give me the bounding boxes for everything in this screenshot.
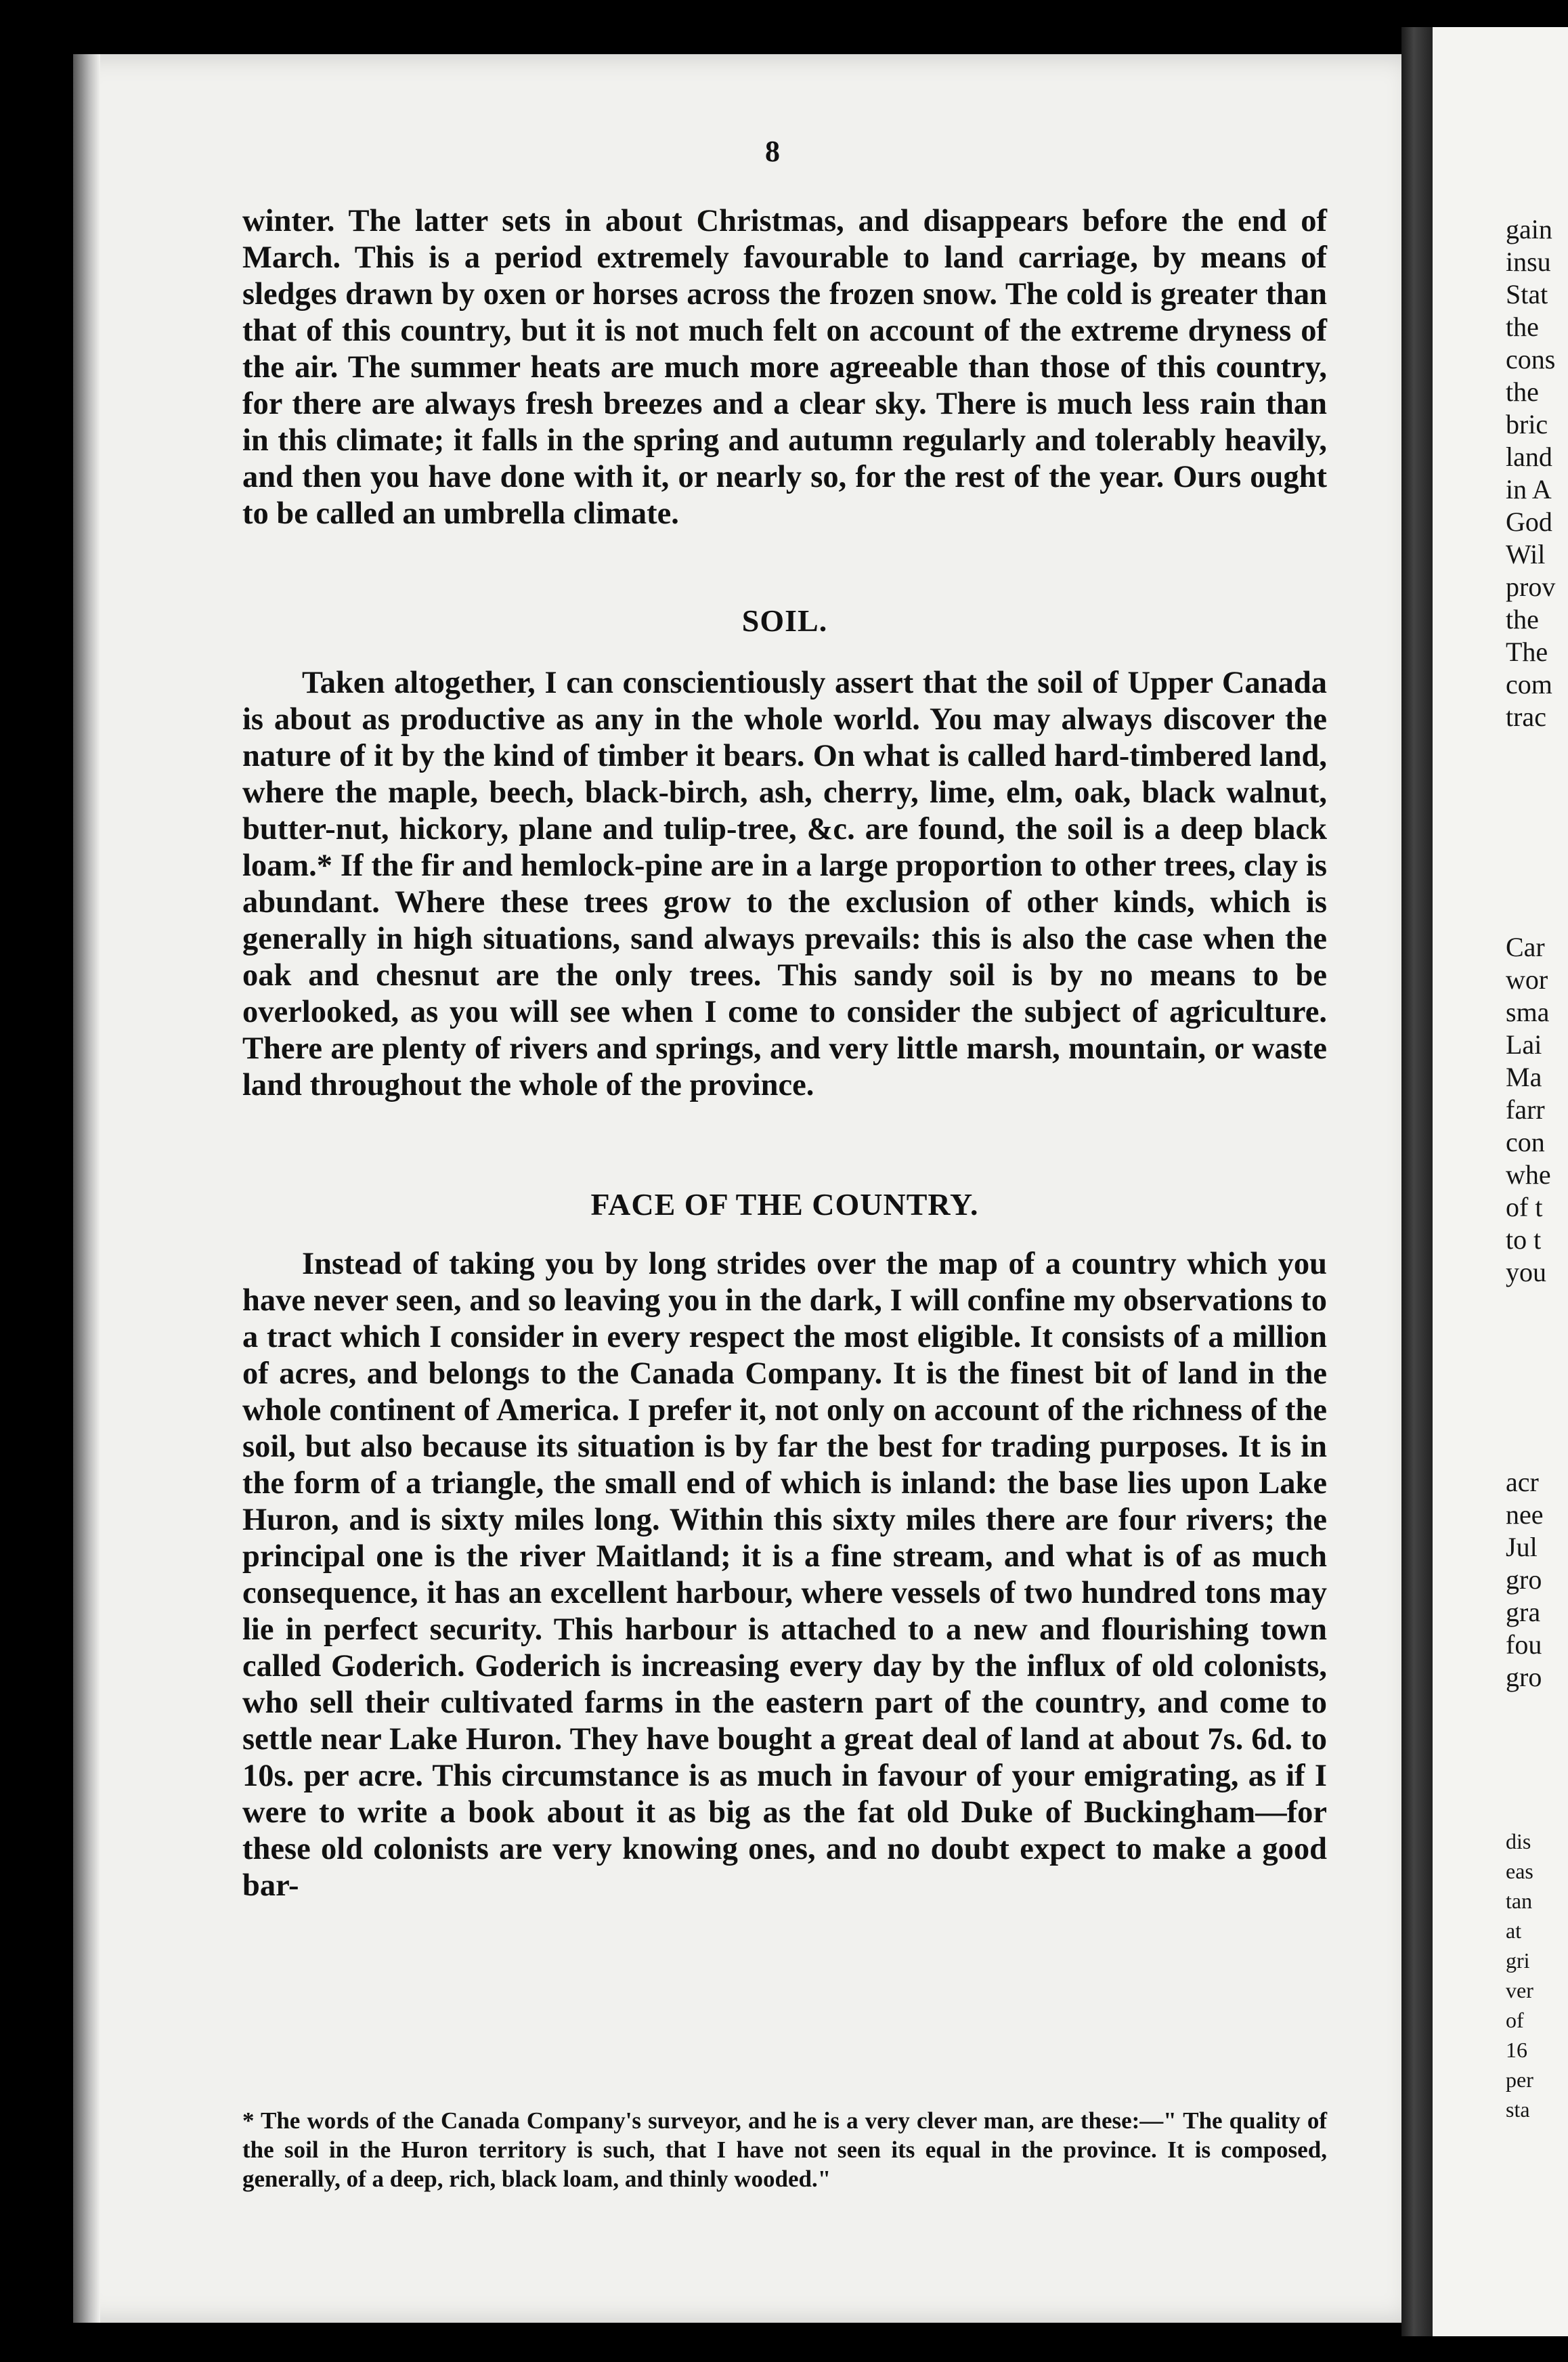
facing-page-line: of t: [1506, 1192, 1543, 1222]
facing-page-line: trac: [1506, 702, 1546, 732]
facing-page-line: Car: [1506, 932, 1545, 962]
facing-page-line: con: [1506, 1127, 1545, 1157]
soil-text: Taken altogether, I can conscientiously assert that the soil of Upper Canada is about as productive as any in the whole world. You may always discover the nature of it by the kind of timber it bears. On what is called hard-timbered land, where the maple, beech, black-birch, ash, cherry, lime, elm, oak, black walnut, butter-nut, hickory, plane and tulip-tree, &c. are found, the soil is a deep black loam.* If the fir and hemlock-pine are in a large proportion to other trees, clay is abundant. Where these trees grow to the exclusion of other kinds, which is generally in high situations, sand always prevails: this is also the case when the oak and chesnut are the only trees. This sandy soil is by no means to be overlooked, as you will see when I come to consider the subject of agriculture. There are plenty of rivers and springs, and very little marsh, mountain, or waste land throughout the whole of the province.: [242, 666, 1327, 1102]
facing-page-line: wor: [1506, 964, 1548, 995]
facing-page-line: the: [1506, 377, 1539, 407]
facing-page-line: dis: [1506, 1829, 1531, 1853]
facing-page-line: fou: [1506, 1629, 1542, 1660]
facing-page-fragment: [1433, 27, 1568, 2336]
facing-page-line: eas: [1506, 1859, 1533, 1883]
facing-page-line: sta: [1506, 2097, 1530, 2122]
intro-paragraph: [242, 203, 1327, 532]
facing-page-line: Ma: [1506, 1062, 1542, 1092]
facing-page-line: The: [1506, 637, 1548, 667]
facing-page-line: Jul: [1506, 1532, 1538, 1562]
facing-page-line: gro: [1506, 1564, 1542, 1595]
page-edge-shadow: [73, 54, 100, 2323]
facing-page-line: gra: [1506, 1597, 1541, 1627]
facing-page-line: gri: [1506, 1948, 1530, 1973]
facing-page-line: sma: [1506, 997, 1550, 1027]
facing-page-line: ver: [1506, 1978, 1533, 2002]
facing-page-line: 16: [1506, 2038, 1527, 2062]
facing-page-line: the: [1506, 604, 1539, 635]
facing-page-line: per: [1506, 2067, 1533, 2092]
facing-page-line: gro: [1506, 1662, 1542, 1692]
facing-page-line: com: [1506, 669, 1552, 700]
facing-page-line: Wil: [1506, 539, 1546, 570]
facing-page-line: gain: [1506, 214, 1552, 244]
footnote: * The words of the Canada Company's surveyor, and he is a very clever man, are these:—" The quality of the soil in the Huron territory is such, that I have not seen its equal in the province. It is composed, generally, of a deep, rich, black loam, and thinly wooded.": [242, 2107, 1327, 2192]
facing-page-line: nee: [1506, 1499, 1544, 1530]
facing-page-line: God: [1506, 507, 1552, 537]
intro-text: winter. The latter sets in about Christmas, and disappears before the end of March. This is a period extremely favourable to land carriage, by means of sledges drawn by oxen or horses across the frozen snow. The cold is greater than that of this country, but it is not much felt on account of the extreme dryness of the air. The summer heats are much more agreeable than those of this country, for there are always fresh breezes and a clear sky. There is much less rain than in this climate; it falls in the spring and autumn regularly and tolerably heavily, and then you have done with it, or nearly so, for the rest of the year. Ours ought to be called an umbrella climate.: [242, 204, 1327, 531]
facing-page-line: you: [1506, 1257, 1546, 1287]
facing-page-line: farr: [1506, 1094, 1545, 1125]
facing-page-line: of: [1506, 2008, 1524, 2032]
facing-page-line: the: [1506, 312, 1539, 342]
page-number: 8: [765, 135, 780, 168]
facing-page-line: bric: [1506, 409, 1548, 439]
heading-face-of-country: FACE OF THE COUNTRY.: [590, 1187, 979, 1222]
facing-page-line: prov: [1506, 572, 1556, 602]
facing-page-line: insu: [1506, 246, 1551, 277]
facing-page-line: in A: [1506, 474, 1552, 504]
book-gutter: [1401, 27, 1433, 2336]
facing-page-line: whe: [1506, 1159, 1551, 1190]
facing-page-line: tan: [1506, 1889, 1533, 1913]
facing-page-line: land: [1506, 442, 1552, 472]
soil-paragraph: [242, 665, 1327, 1104]
face-text: Instead of taking you by long strides over the map of a country which you have never seen, and so leaving you in the dark, I will confine my observations to a tract which I consider in every respect the most eligible. It consists of a million of acres, and belongs to the Canada Company. It is the finest bit of land in the whole continent of America. I prefer it, not only on account of the richness of the soil, but also because its situation is by far the best for trading purposes. It is in the form of a triangle, the small end of which is inland: the base lies upon Lake Huron, and is sixty miles long. Within this sixty miles there are four rivers; the principal one is the river Maitland; it is a fine stream, and what is of as much consequence, it has an excellent harbour, where vessels of two hundred tons may lie in perfect security. This harbour is attached to a new and flourishing town called Goderich. Goderich is increasing every day by the influx of old colonists, who sell their cultivated farms in the eastern part of the country, and come to settle near Lake Huron. They have bought a great deal of land at about 7s. 6d. to 10s. per acre. This circumstance is as much in favour of your emigrating, as if I were to write a book about it as big as the fat old Duke of Buckingham—for these old colonists are very knowing ones, and no doubt expect to make a good bar-: [242, 1247, 1327, 1903]
facing-page-line: acr: [1506, 1467, 1539, 1497]
facing-page-line: cons: [1506, 344, 1556, 374]
heading-soil: SOIL.: [741, 603, 828, 638]
facing-page-line: Lai: [1506, 1029, 1542, 1060]
facing-page-line: to t: [1506, 1224, 1542, 1255]
face-paragraph: [242, 1246, 1327, 1904]
facing-page-line: Stat: [1506, 279, 1548, 309]
facing-page-line: at: [1506, 1918, 1522, 1943]
